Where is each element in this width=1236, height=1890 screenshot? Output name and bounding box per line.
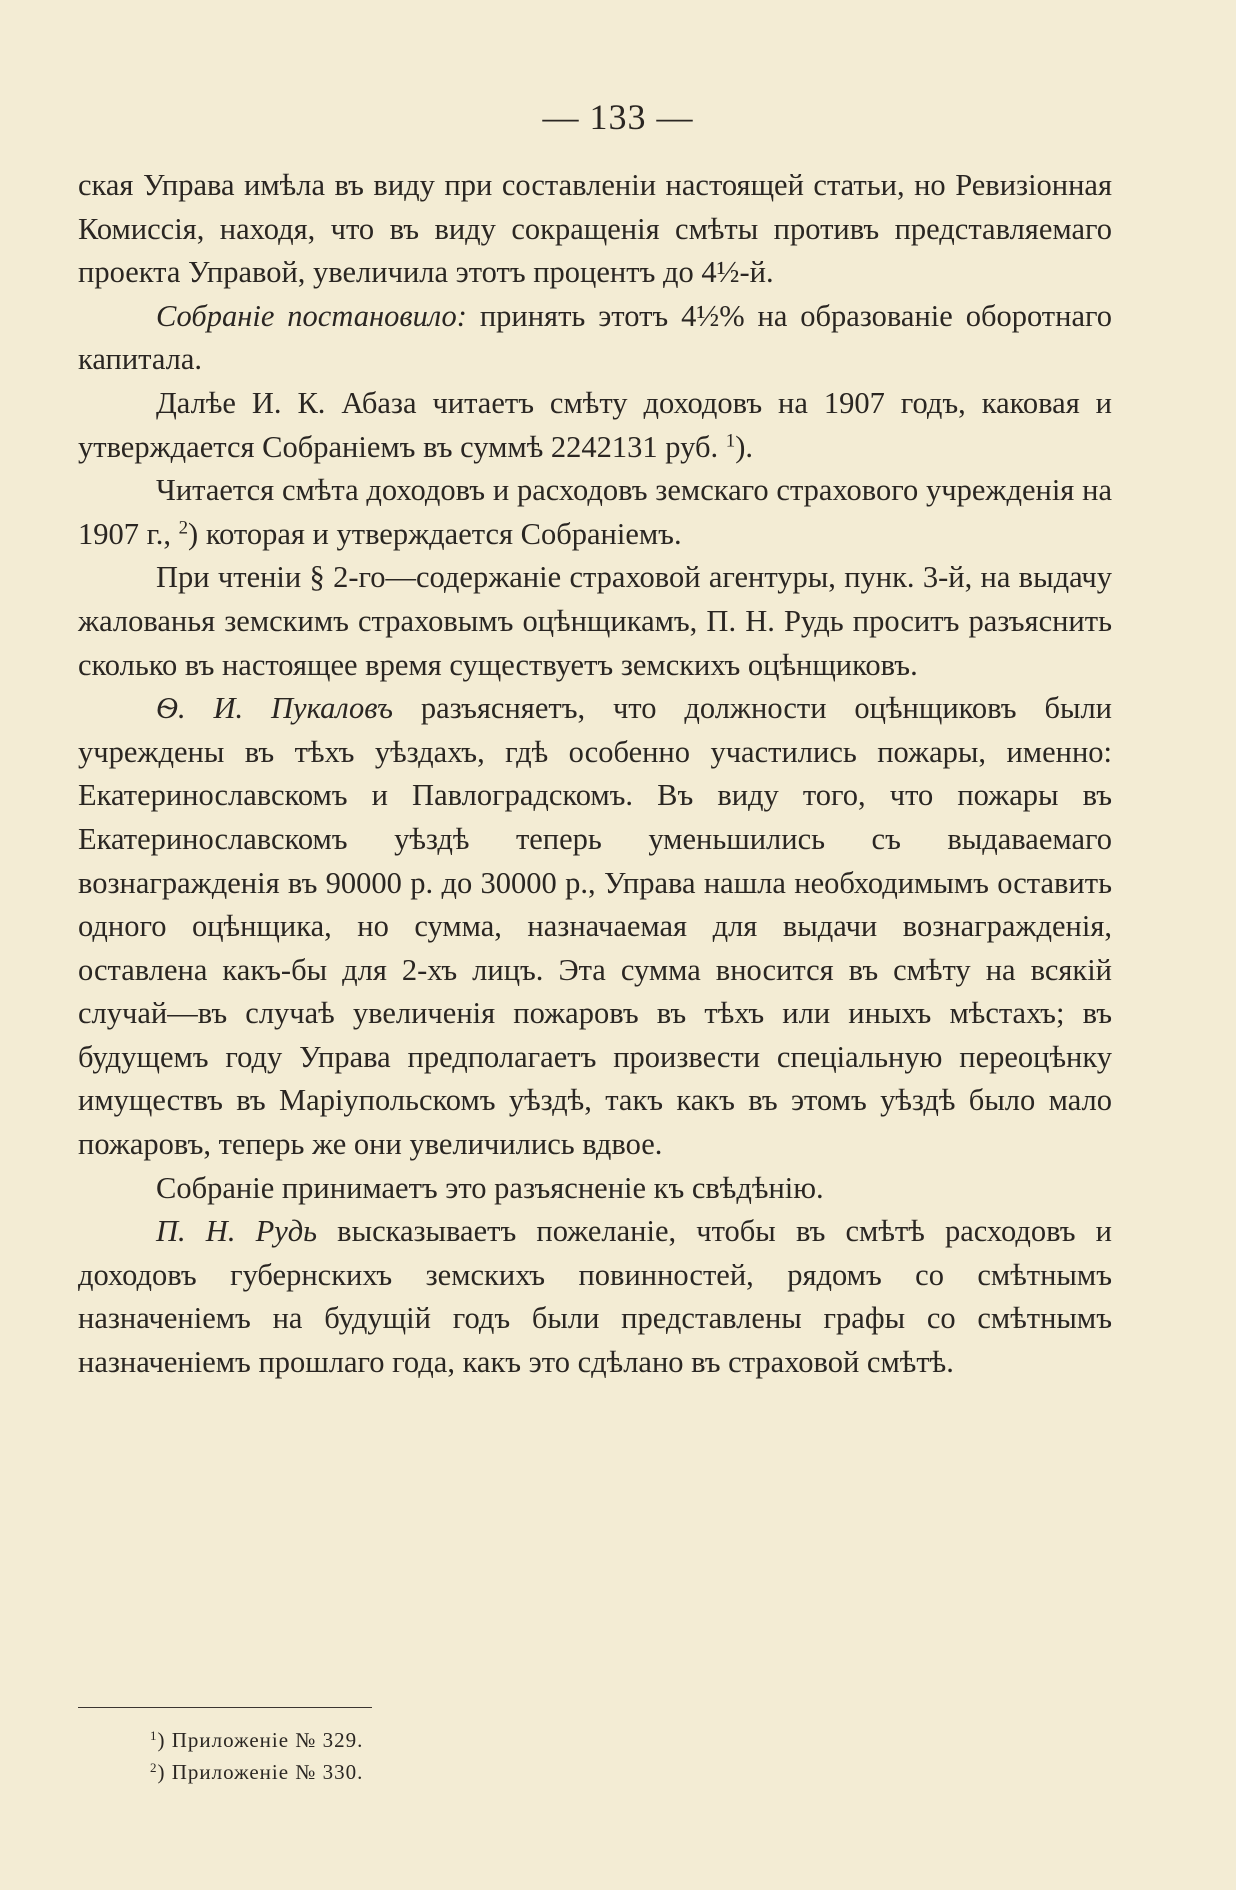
insurance-estimate-end: ) которая и утверждается Собраніемъ.	[188, 516, 682, 551]
footnote-ref-1: 1	[725, 430, 736, 452]
income-estimate-text: Далѣе И. К. Абаза читаетъ смѣту доходовъ на 1907 годъ, каковая и утверждается Собраніемъ въ суммѣ 2242131 руб.	[78, 385, 1112, 464]
paragraph-acceptance: Собраніе принимаетъ это разъясненіе къ свѣдѣнію.	[156, 1170, 824, 1205]
resolution-heading: Собраніе постановило:	[156, 298, 467, 333]
paragraph-resolution	[78, 295, 1112, 382]
main-text	[78, 164, 1112, 1385]
footnote-2	[150, 1756, 850, 1788]
speaker-name: П. Н. Рудь	[156, 1214, 318, 1249]
insurance-estimate-text: Читается смѣта доходовъ и расходовъ земскаго страхового учрежденія на 1907 г.,	[78, 473, 1112, 551]
paragraph-insurance-estimate	[78, 469, 1112, 556]
footnotes	[150, 1724, 850, 1788]
footnote-ref-2: 2	[178, 517, 189, 539]
wish-text: высказываетъ пожеланіе, чтобы въ смѣтѣ расходовъ и доходовъ губернскихъ земскихъ повинностей, рядомъ со смѣтнымъ назначеніемъ на будущій годъ были представлены графы со смѣтнымъ назначеніемъ прошлаго года, какъ это сдѣлано въ страховой смѣтѣ.	[78, 1214, 1112, 1380]
page-number: — 133 —	[542, 97, 694, 137]
paragraph-income-estimate	[78, 382, 1112, 469]
footnote-mark: 1	[150, 1727, 158, 1743]
paragraph-continuation: ская Управа имѣла въ виду при составленіи настоящей статьи, но Ревизіонная Комиссія, находя, что въ виду сокращенія смѣты противъ представляемаго проекта Управой, увеличила этотъ процентъ до 4½-й.	[78, 168, 1112, 290]
footnote-text: ) Приложеніе № 330.	[157, 1760, 364, 1784]
footnote-1	[150, 1724, 850, 1756]
paragraph-wish	[78, 1210, 1112, 1384]
resolution-text: принять этотъ 4½% на образованіе оборотнаго капитала.	[78, 298, 1112, 377]
paragraph-question: При чтеніи § 2-го—содержаніе страховой агентуры, пунк. 3-й, на выдачу жалованья земскимъ страховымъ оцѣнщикамъ, П. Н. Рудь проситъ разъяснить сколько въ настоящее время существуетъ земскихъ оцѣнщиковъ.	[78, 560, 1112, 682]
footnote-divider	[78, 1707, 372, 1708]
footnote-mark: 2	[150, 1759, 158, 1775]
explanation-text: разъясняетъ, что должности оцѣнщиковъ были учреждены въ тѣхъ уѣздахъ, гдѣ особенно участились пожары, именно: Екатеринославскомъ и Павлоградскомъ. Въ виду того, что пожары въ Екатеринославскомъ уѣздѣ теперь уменьшились съ выдаваемаго вознагражденія въ 90000 р. до 30000 р., Управа нашла необходимымъ оставить одного оцѣнщика, но сумма, назначаемая для выдачи вознагражденія, оставлена какъ-бы для 2-хъ лицъ. Эта сумма вносится въ смѣту на всякій случай—въ случаѣ увеличенія пожаровъ въ тѣхъ или иныхъ мѣстахъ; въ будущемъ году Управа предполагаетъ произвести спеціальную переоцѣнку имуществъ въ Маріупольскомъ уѣздѣ, такъ какъ въ этомъ уѣздѣ было мало пожаровъ, теперь же они увеличились вдвое.	[78, 691, 1112, 1162]
income-estimate-end: ).	[735, 429, 753, 464]
footnote-text: ) Приложеніе № 329.	[157, 1728, 364, 1752]
speaker-name: Ѳ. И. Пукаловъ	[156, 691, 393, 726]
paragraph-explanation	[78, 687, 1112, 1167]
